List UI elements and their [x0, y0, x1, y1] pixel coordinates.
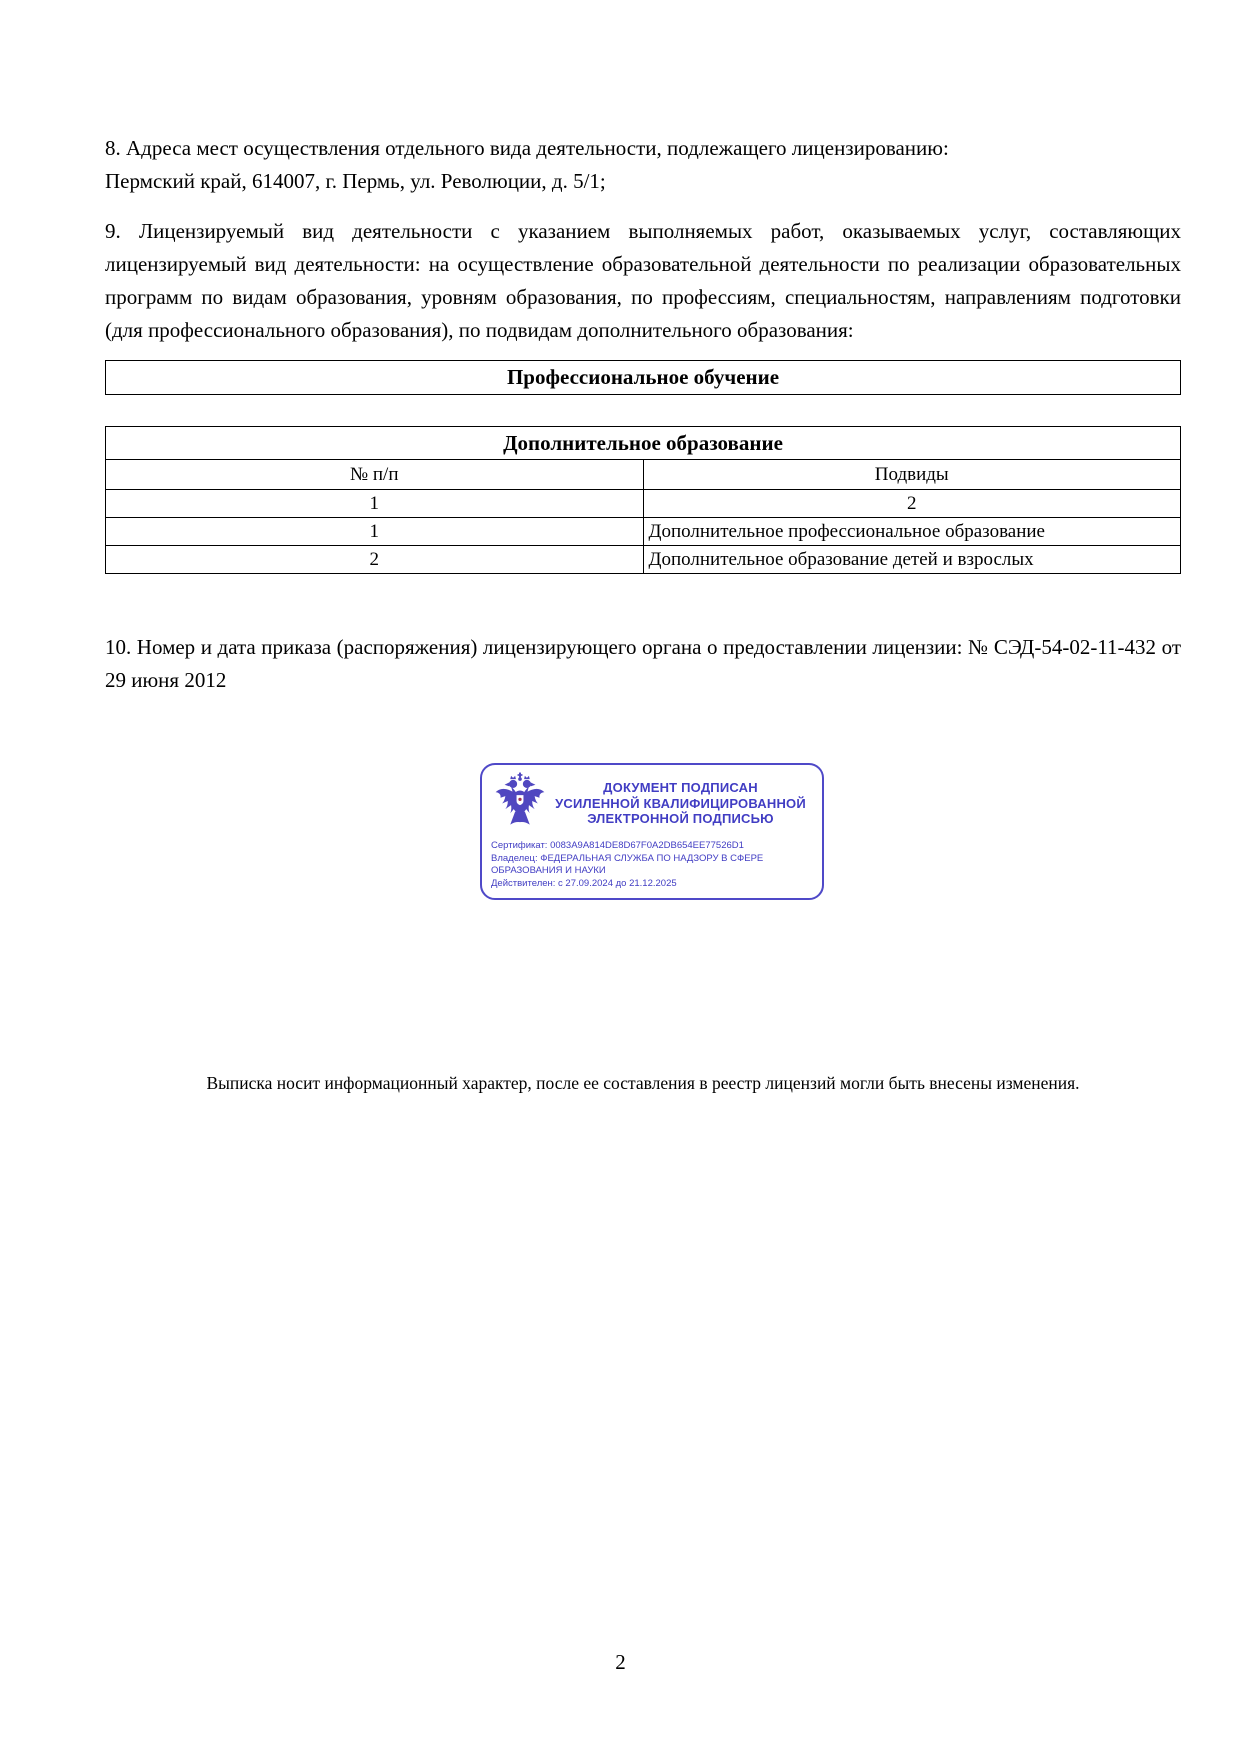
stamp-title-line3: ЭЛЕКТРОННОЙ ПОДПИСЬЮ	[587, 811, 774, 827]
row-subtype: Дополнительное образование детей и взрослых	[643, 546, 1181, 574]
column-number-row	[106, 490, 1181, 518]
row-num: 2	[106, 546, 644, 574]
stamp-title	[549, 780, 812, 827]
table-row	[106, 518, 1181, 546]
page-number: 2	[615, 1650, 626, 1674]
additional-education-table	[105, 426, 1181, 574]
item8-paragraph	[105, 132, 1181, 198]
footer-note: Выписка носит информационный характер, после ее составления в реестр лицензий могли быть внесены изменения.	[206, 1073, 1080, 1093]
column-number-2: 2	[643, 490, 1181, 518]
stamp-certificate: Сертификат: 0083A9A814DE8D67F0A2DB654EE77526D1	[491, 840, 744, 851]
row-subtype: Дополнительное профессиональное образование	[643, 518, 1181, 546]
stamp-title-line2: УСИЛЕННОЙ КВАЛИФИЦИРОВАННОЙ	[555, 795, 806, 811]
column-header-subtypes: Подвиды	[643, 460, 1181, 490]
table-header-row	[106, 460, 1181, 490]
table-row	[106, 546, 1181, 574]
professional-training-table	[105, 360, 1181, 395]
column-number-1: 1	[106, 490, 644, 518]
item10-paragraph: 10. Номер и дата приказа (распоряжения) лицензирующего органа о предоставлении лицензии: № СЭД-54-02-11-432 от 29 июня 2012	[105, 635, 1181, 692]
column-header-num: № п/п	[106, 460, 644, 490]
stamp-details	[491, 840, 812, 890]
double-headed-eagle-icon	[491, 772, 549, 835]
table-row	[106, 361, 1181, 395]
professional-training-title: Профессиональное обучение	[106, 361, 1181, 395]
row-num: 1	[106, 518, 644, 546]
digital-signature-stamp	[480, 763, 824, 900]
item8-line1: 8. Адреса мест осуществления отдельного вида деятельности, подлежащего лицензированию:	[105, 136, 949, 160]
table-caption-row	[106, 427, 1181, 460]
item8-line2: Пермский край, 614007, г. Пермь, ул. Революции, д. 5/1;	[105, 169, 606, 193]
item9-paragraph: 9. Лицензируемый вид деятельности с указанием выполняемых работ, оказываемых услуг, составляющих лицензируемый вид деятельности: на осуществление образовательной деятельности по реализации образовательных программ по видам образования, уровням образования, по профессиям, специальностям, направлениям подготовки (для профессионального образования), по подвидам дополнительного образования:	[105, 219, 1181, 342]
stamp-owner: Владелец: ФЕДЕРАЛЬНАЯ СЛУЖБА ПО НАДЗОРУ В СФЕРЕ ОБРАЗОВАНИЯ И НАУКИ	[491, 852, 764, 876]
additional-education-title: Дополнительное образование	[106, 427, 1181, 460]
stamp-header	[491, 772, 812, 835]
stamp-title-line1: ДОКУМЕНТ ПОДПИСАН	[603, 780, 758, 796]
stamp-validity: Действителен: с 27.09.2024 до 21.12.2025	[491, 877, 677, 889]
